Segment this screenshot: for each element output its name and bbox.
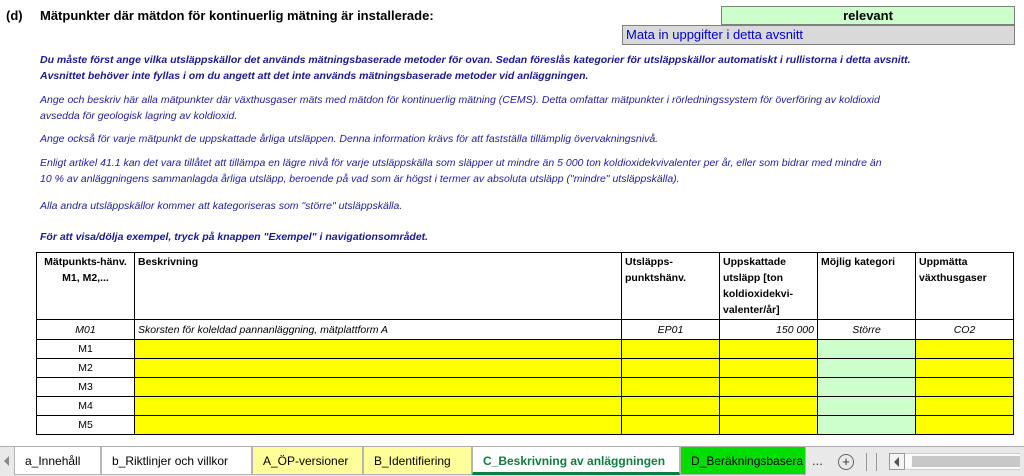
header-text: Uppmätta [919,256,968,268]
description-input[interactable] [135,378,622,397]
gas-input[interactable] [916,416,1014,435]
description-input[interactable] [135,340,622,359]
instruction-line: 10 % av anläggningens sammanlagda årliga utsläpp, beroende på vad som är högst i termer av absoluta utsläpp ("mindre" utsläppskälla). [40,173,680,185]
divider [866,453,867,471]
estimate-input[interactable] [720,340,818,359]
category-select[interactable] [818,340,916,359]
category-select[interactable] [818,359,916,378]
table-row [37,378,1014,397]
tab-identifiering[interactable]: B_Identifiering [363,447,472,475]
instruction-line: Ange och beskriv här alla mätpunkter där växthusgaser mäts med mätdon för kontinuerlig mätning (CEMS). Detta omfattar mätpunkter i rörledningssystem för överföring av koldioxid [40,94,880,106]
table-row [37,340,1014,359]
row-id: M5 [37,416,135,435]
tab-berakningsbaserad[interactable]: D_Beräkningsbasera [680,447,806,475]
section-title: Mätpunkter där mätdon för kontinuerlig mätning är installerade: [40,8,434,23]
example-category: Större [818,320,916,340]
header-text: Mätpunkts-hänv. [44,256,127,268]
triangle-left-icon [4,456,9,466]
instruction-line: avsedda för geologisk lagring av koldioxid. [40,110,238,122]
measurement-points-table [36,252,1014,435]
table-row [37,359,1014,378]
instruction-line: För att visa/dölja exempel, tryck på knappen "Exempel" i navigationsområdet. [40,231,429,243]
estimate-input[interactable] [720,359,818,378]
row-id: M4 [37,397,135,416]
row-id: M2 [37,359,135,378]
tab-beskrivning-anlaggningen[interactable]: C_Beskrivning av anläggningen [472,447,680,475]
gas-input[interactable] [916,340,1014,359]
category-select[interactable] [818,416,916,435]
header-category: Möjlig kategori [818,253,916,320]
instruction-line: Avsnittet behöver inte fyllas i om du angett att det inte används mätningsbaserade metoder vid anläggningen. [40,70,589,82]
header-text: Utsläpps- [625,256,673,268]
header-text: koldioxidekvi- [723,288,794,300]
table-header-row [37,253,1014,320]
tab-riktlinjer[interactable]: b_Riktlinjer och villkor [101,447,252,475]
description-input[interactable] [135,416,622,435]
header-text: punktshänv. [625,272,687,284]
estimate-input[interactable] [720,397,818,416]
instruction-paragraph-2 [40,92,1000,124]
source-ref-input[interactable] [622,397,720,416]
scrollbar-thumb[interactable] [912,456,1020,467]
header-text: M1, M2,... [62,272,109,284]
source-ref-input[interactable] [622,416,720,435]
instruction-line: Du måste först ange vilka utsläppskällor det används mätningsbaserade metoder för ovan. Sedan föreslås kategorier för utsläppskällor automatiskt i rullistorna i detta avsnitt. [40,54,911,66]
scroll-left-arrow-icon[interactable] [889,453,905,470]
instruction-paragraph-4 [40,155,1000,187]
category-select[interactable] [818,397,916,416]
example-estimate: 150 000 [720,320,818,340]
sheet-tab-bar [0,446,1024,476]
input-hint-box: Mata in uppgifter i detta avsnitt [622,25,1015,45]
relevant-indicator: relevant [721,6,1015,25]
header-text: Uppskattade [723,256,787,268]
description-input[interactable] [135,397,622,416]
instruction-line: Enligt artikel 41.1 kan det vara tillåtet att tillämpa en lägre nivå för varje utsläppskälla som släpper ut mindre än 5 000 ton koldioxidekvivalenter per år, eller som bidrar med mindre än [40,157,882,169]
gas-input[interactable] [916,378,1014,397]
source-ref-input[interactable] [622,340,720,359]
header-ref [37,253,135,320]
gas-input[interactable] [916,359,1014,378]
instruction-paragraph-6 [40,229,1000,245]
example-source: EP01 [622,320,720,340]
tab-innehall[interactable]: a_Innehåll [14,447,101,475]
header-text: växthusgaser [919,272,987,284]
header-estimated-emissions [720,253,818,320]
row-id: M1 [37,340,135,359]
category-select[interactable] [818,378,916,397]
gas-input[interactable] [916,397,1014,416]
example-gas: CO2 [916,320,1014,340]
header-gases [916,253,1014,320]
instruction-line: Alla andra utsläppskällor kommer att kategoriseras som "större" utsläppskälla. [40,200,403,212]
add-sheet-icon[interactable]: + [838,454,854,470]
source-ref-input[interactable] [622,359,720,378]
header-text: valenter/år] [723,304,780,316]
instruction-paragraph-3 [40,131,1000,147]
row-id: M3 [37,378,135,397]
header-description: Beskrivning [135,253,622,320]
instruction-paragraph-5 [40,198,1000,214]
description-input[interactable] [135,359,622,378]
instruction-paragraph-1 [40,52,1000,84]
table-row [37,397,1014,416]
table-row [37,416,1014,435]
divider [876,453,877,471]
example-ref: M01 [37,320,135,340]
header-source-ref [622,253,720,320]
section-label: (d) [6,8,23,23]
tab-op-versioner[interactable]: A_ÖP-versioner [252,447,363,475]
estimate-input[interactable] [720,378,818,397]
example-description: Skorsten för koleldad pannanläggning, mätplattform A [135,320,622,340]
example-row [37,320,1014,340]
more-tabs-button[interactable]: ... [812,453,823,468]
instruction-line: Ange också för varje mätpunkt de uppskattade årliga utsläppen. Denna information krävs för att fastställa tillämplig övervakningsnivå. [40,133,659,145]
estimate-input[interactable] [720,416,818,435]
header-text: utsläpp [ton [723,272,784,284]
source-ref-input[interactable] [622,378,720,397]
